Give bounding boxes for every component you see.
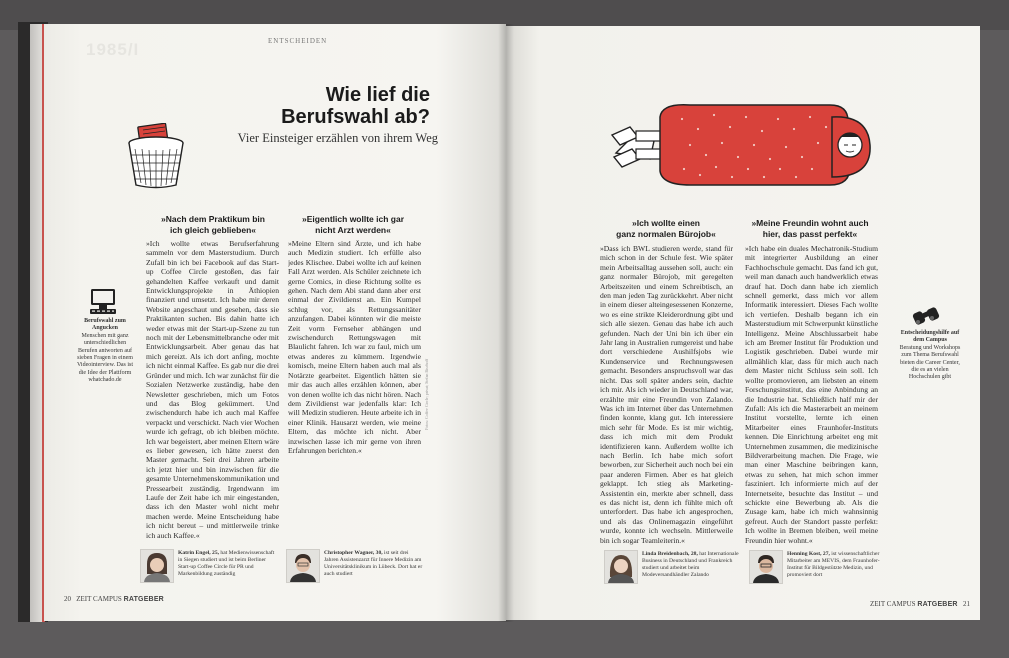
bio-christopher-wagner: Christopher Wagner, 30, ist seit drei Jahren Assistenzarzt für Innere Medizin am Universitätsklinikum in Lübeck. Dort hat er auch studiert <box>324 550 423 577</box>
show-through-text: 1985/I <box>86 40 140 59</box>
portrait-katrin-engel <box>140 549 174 583</box>
computer-icon <box>88 288 118 316</box>
bio-henning-kost: Henning Kost, 27, ist wissenschaftlicher Mitarbeiter am MEVIS, dem Fraunhofer-Institut für Bildgestützte Medizin, und promoviert dort <box>787 551 880 578</box>
column-1-text: »Ich wollte etwas Berufserfahrung sammeln vor dem Masterstudium. Durch Zufall bin ich bei Facebook auf das Start-up Coffee Circle gestoßen, das fair gehandelten Kaffee verkauft und damit Entwicklungsprojekte in Äthiopien finanziert und umsetzt. Ich habe mir deren Website angeschaut und gesehen, dass sie Praktikanten suchen. Bis dahin hatte ich weder etwas mit der Start-up-Szene zu tun noch mit der Lebensmittelbranche oder mit Entwicklungsarbeit. Aber genau das hat mich gereizt. Als ich dort anfing, mochte ich nicht einmal Kaffee. Es gab nur die drei Gründer und mich. Ich war zunächst für die Sozialen Netzwerke zuständig, habe den Newsletter geschrieben, mich um Fotos und das Blog gekümmert. Und zwischendurch habe ich auch mal Kaffee verpackt und verschickt. Nach vier Wochen wurde ich gefragt, ob ich bleiben möchte. Ich war begeistert, aber meinen Eltern wäre es lieber gewesen, ich hätte zuerst den Master gemacht. Seit drei Jahren arbeite ich jetzt hier und bin inzwischen für die gesamte Unternehmenskommunikation und Pressearbeit zuständig. Irgendwann im Laufe der Zeit habe ich mir eingestanden, dass ich den Master wohl nicht mehr machen werde. Meine Entscheidung habe ich nicht bereut – und mittlerweile trinke ich auch Kaffee.« <box>146 239 279 540</box>
binoculars-icon <box>912 304 942 326</box>
portrait-henning-kost <box>749 550 783 584</box>
section-label: ENTSCHEIDEN <box>268 37 328 45</box>
column-4-heading: »Meine Freundin wohnt auch hier, das passt perfekt« <box>751 218 869 239</box>
bio-katrin-engel: Katrin Engel, 25, hat Medienwissenschaft in Siegen studiert und ist beim Berliner Start-up Coffee Circle für PR und Markenbildung zuständig <box>178 550 275 577</box>
portrait-christopher-wagner <box>286 549 320 583</box>
person-avatar-icon <box>141 550 173 582</box>
sidebar-right: Entscheidungshilfe auf dem Campus Beratung und Workshops zum Thema Berufswahl bieten die Career Center, die es an vielen Hochschulen gibt <box>899 330 961 381</box>
sidebar-left: Berufswahl zum Angucken Menschen mit ganz unterschiedlichen Berufen antworten auf sieben Fragen in einem Videointerview. Das ist die Idee der Plattform whatchado.de <box>76 318 134 384</box>
sleeping-bag-illustration-icon <box>610 97 882 193</box>
column-3-heading: »Ich wollte einen ganz normalen Bürojob« <box>616 218 716 239</box>
page-gutter <box>498 24 514 622</box>
person-avatar-icon <box>287 550 319 582</box>
column-1-heading: »Nach dem Praktikum bin ich gleich geblieben« <box>161 214 265 235</box>
footer-left: 20 ZEIT CAMPUS RATGEBER <box>64 595 164 603</box>
bio-linda-breidenbach: Linda Breidenbach, 28, hat Internationale Business in Deutschland und Frankreich studiert und arbeitet beim Modeversandhändler Zalando <box>642 551 739 578</box>
column-2-heading: »Eigentlich wollte ich gar nicht Arzt werden« <box>301 214 405 235</box>
column-4-text: »Ich habe ein duales Mechatronik-Studium mit integrierter Ausbildung an einer Fachhochschule gemacht. Das fand ich gut, weil man danach auch handwerklich etwas drauf hat. Doch dann habe ich ziemlich schnell gemerkt, dass mich vor allem Informatik interessiert. Dieses Fach wollte ich vertiefen. Deshalb begann ich ein Masterstudium mit Schwerpunkt künstliche Intelligenz. Meine Abschlussarbeit habe ich am Bremer Institut für Produktion und Logistik geschrieben. Dabei wurde mir allmählich klar, dass für mich auch nach dem Master nicht Schluss sein soll. Ich wollte promovieren, am liebsten an einem Forschungsinstitut, das eine Anbindung an die Industrie hat. Schließlich half mir der Zufall: Als ich die Masterarbeit an meinem Institut vorstellte, lernte ich einen Mitarbeiter eines Fraunhofer-Instituts kennen. Die Einrichtung arbeitet eng mit Unternehmen zusammen, die medizinische Bildverarbeitung machen. Die Frage, wie man einer Maschine beibringen kann, etwas zu sehen, hat mich schon immer fasziniert. Ich informierte mich auf der Internetseite, besuchte das Institut – und schickte eine Bewerbung ab. Als die Zusage kam, habe ich mich wahnsinnig gefreut. Auch der Standort passte perfekt: Ich wollte in Bremen bleiben, weil meine Freundin hier wohnt.« <box>745 244 878 545</box>
wastebasket-illustration-icon <box>125 123 187 189</box>
person-avatar-icon <box>750 551 782 583</box>
person-avatar-icon <box>605 551 637 583</box>
footer-right: ZEIT CAMPUS RATGEBER 21 <box>870 600 970 608</box>
photo-credit: Fotos: Coffee Circle; privat; Stefan Bischoff <box>424 358 429 430</box>
subheadline: Vier Einsteiger erzählen von ihrem Weg <box>237 131 438 145</box>
column-2-text: »Meine Eltern sind Ärzte, und ich habe auch Medizin studiert. Ich erfülle also jedes Klischee. Dabei wollte ich auf keinen Fall Arzt werden. Als Schüler zeichnete ich gerne Comics, in diese Richtung sollte es gehen. Nach dem Abi stand dann aber erst einmal der Zivildienst an. Ein Kumpel schlug vor, als Rettungssanitäter anzufangen. Dabei könnten wir die meiste Zeit vorm Fernseher abhängen und zwischendurch Rettungswagen mit Blaulicht fahren. Ich war zu faul, mich um etwas anderes zu kümmern. Irgendwie komisch, meine Eltern haben auch mal als Notärzte gearbeitet. Eigentlich hätten sie mir das auch alles erzählen können, aber von denen wollte ich das nicht hören. Nach dem Zivildienst war jedenfalls klar: Ich will Medizin studieren. Heute arbeite ich in einer Klinik. Hausarzt werden, wie meine Eltern, das möchte ich nicht. Aber inzwischen lasse ich mir gerne von ihren Erfahrungen berichten.« <box>288 239 421 455</box>
column-3-text: »Dass ich BWL studieren werde, stand für mich schon in der Schule fest. Wie später mein Arbeitsalltag aussehen soll, auch: ein ganz normaler Bürojob, mit geregelten Arbeitszeiten und einem Schreibtisch, an den man jeden Tag zurückkehrt. Aber nicht in einem dieser alteingesessenen Konzerne, wo es eine strikte Kleiderordnung gibt und sich alle siezen. Genau das habe ich auch gefunden. Nach der Uni bin ich über ein Jahr lang in Australien rumgereist und habe dort verschiedene Aushilfsjobs wie Kundenservice und Rechnungswesen gemacht. Besonders anspruchsvoll war das nicht. Das soll später anders sein, dachte ich mir. Als ich wieder in Deutschland war, erzählte mir eine Freundin von Zalando. Was ich im Internet über das Unternehmen finden konnte, klang gut. Ich interessiere mich sehr für Mode. Es ist mir wichtig, dass ich mich mit dem Produkt identifizieren kann. Außerdem wollte ich nach Berlin. Ich habe mich sofort beworben, zur Sicherheit auch noch bei ein paar anderen Firmen. Aber es hat gleich geklappt. Ich stieg als Marketing-Assistentin ein, merkte aber schnell, dass es das nicht ist, denn ich fühlte mich oft unterfordert. Das habe ich angesprochen, und als das Onlinemagazin eingeführt wurde, konnte ich wechseln. Mittlerweile bin ich sogar Teamleiterin.« <box>600 244 733 545</box>
headline: Wie lief die Berufswahl ab? <box>281 84 430 128</box>
portrait-linda-breidenbach <box>604 550 638 584</box>
